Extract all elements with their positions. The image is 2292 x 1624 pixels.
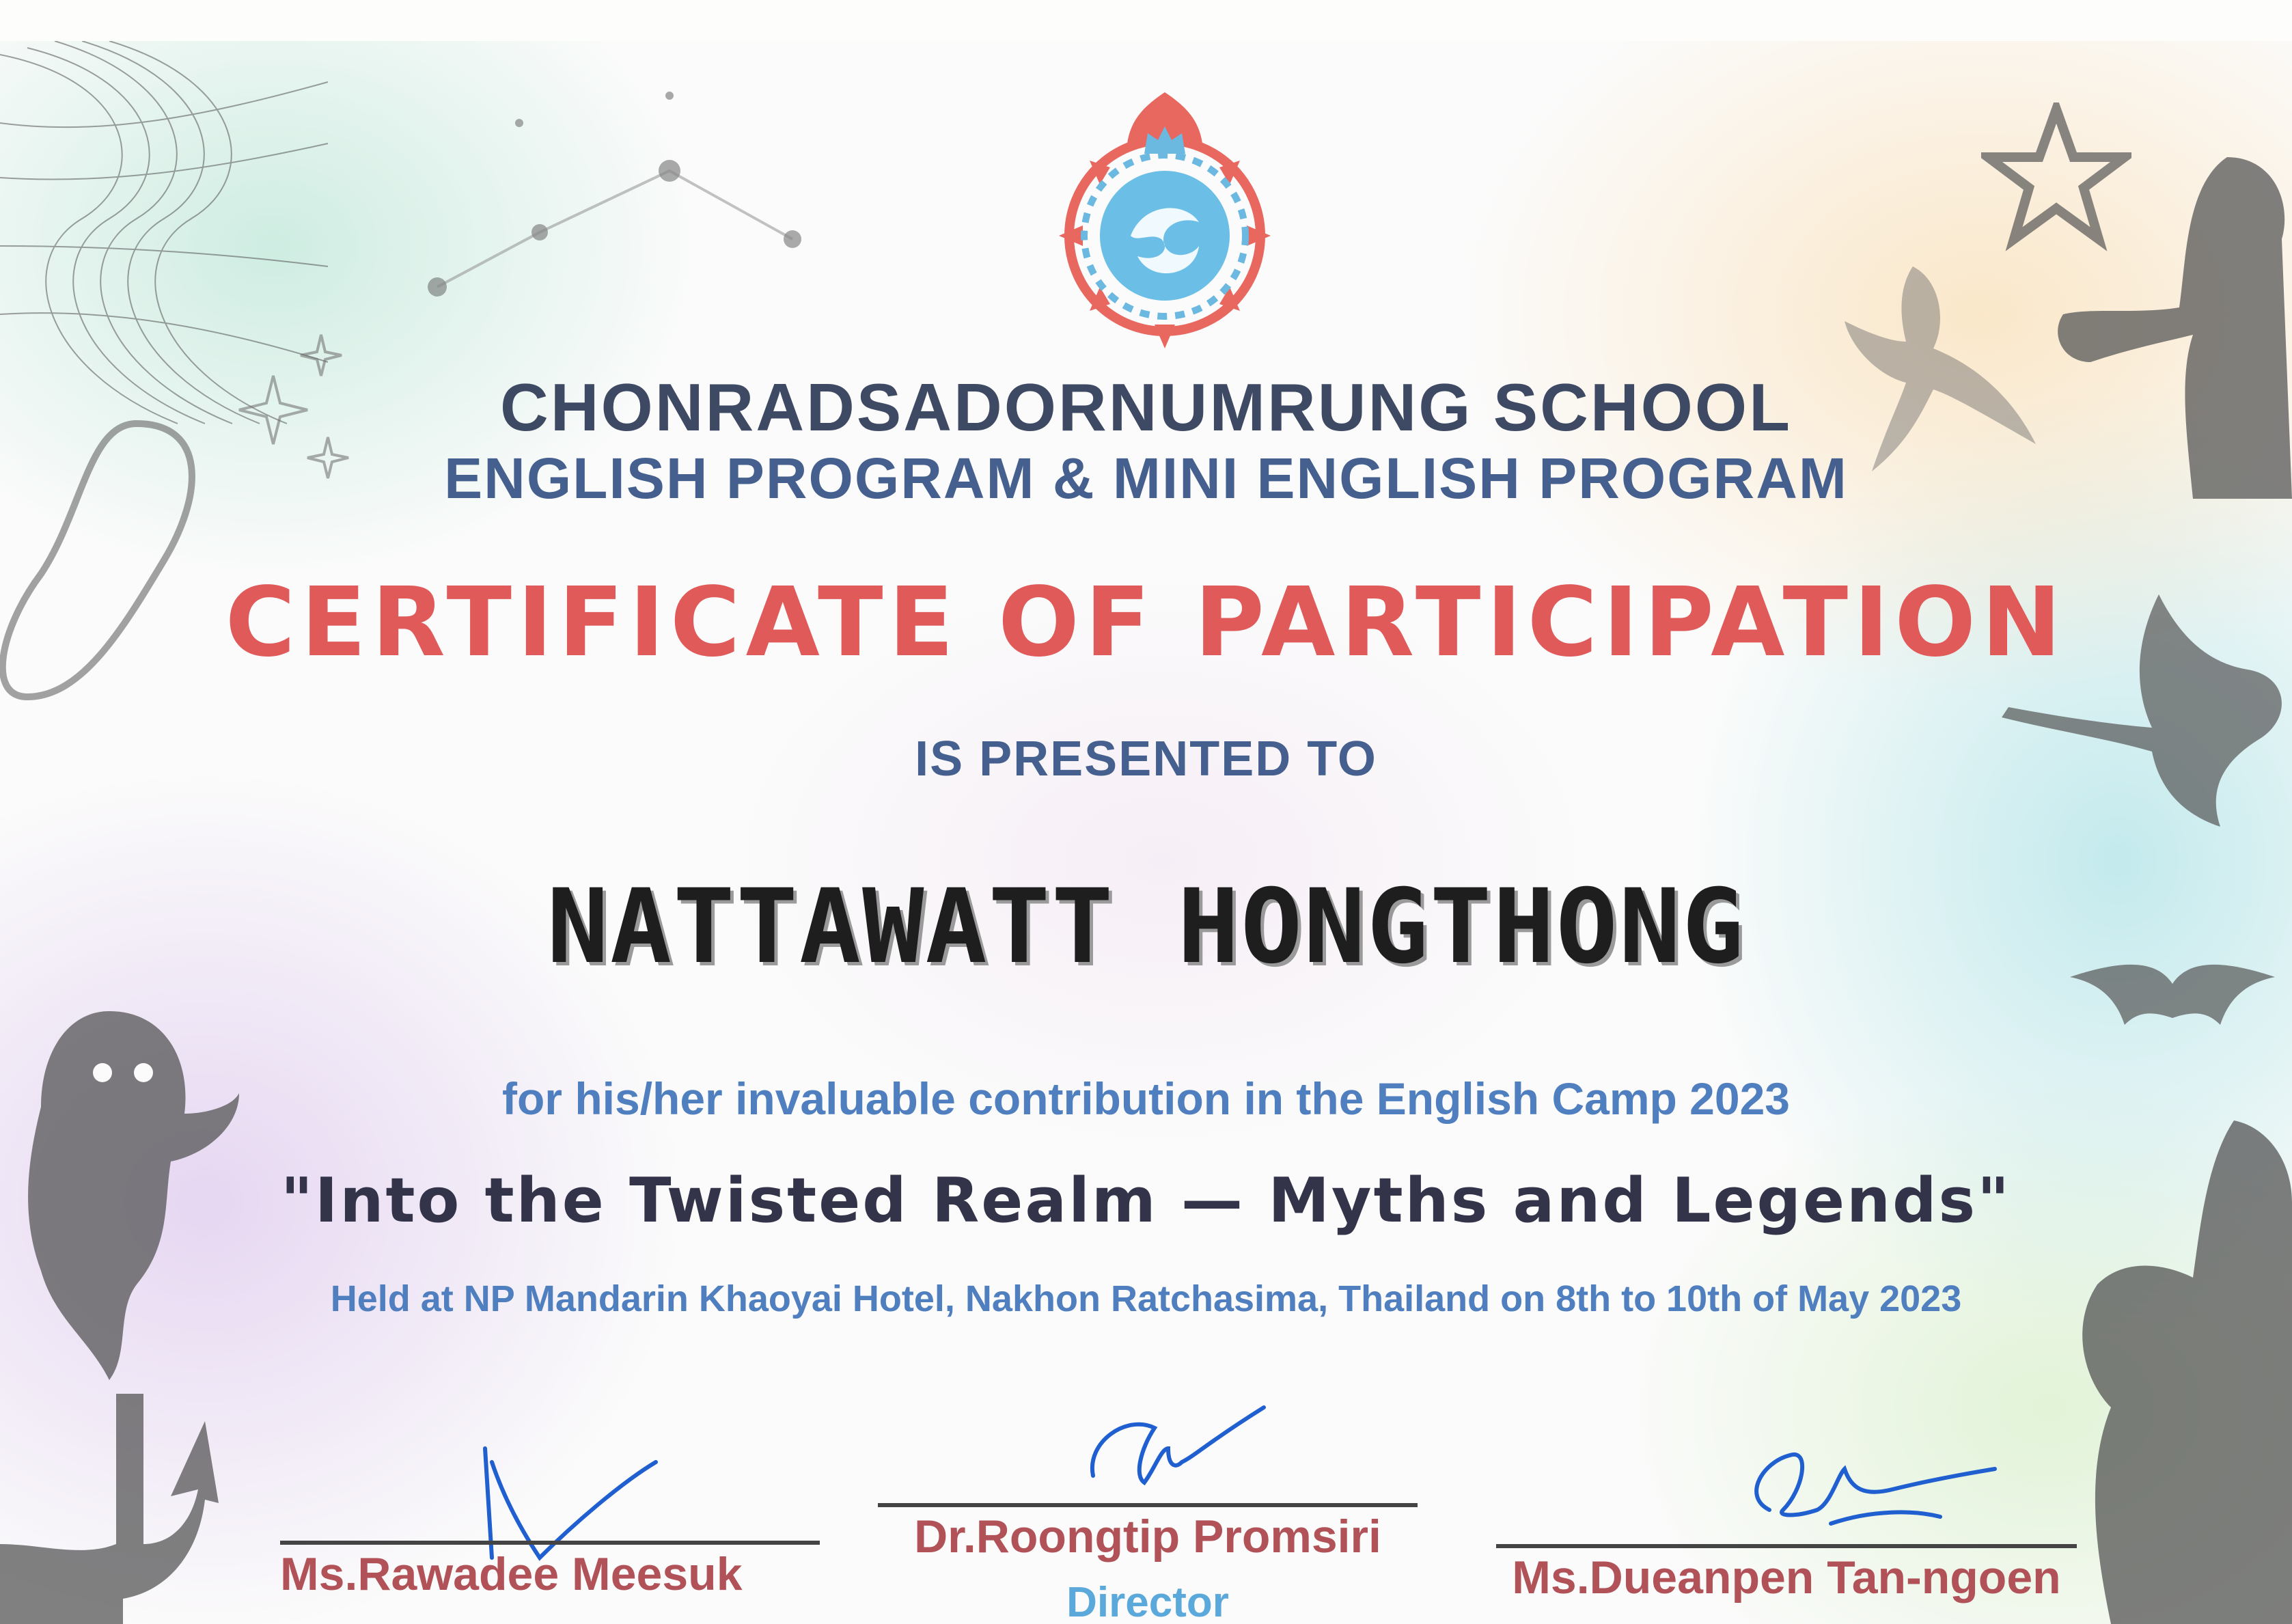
constellation-decoration [383,68,861,342]
event-venue-date: Held at NP Mandarin Khaoyai Hotel, Nakhon Ratchasima, Thailand on 8th to 10th of May 2023 [330,1278,1962,1319]
school-name: CHONRADSADORNUMRUNG SCHOOL [500,370,1792,445]
signatory-role-center: Director [1066,1579,1229,1624]
contribution-statement: for his/her invaluable contribution in the English Camp 2023 [502,1073,1790,1124]
recipient-name: NATTAWATT HONGTHONG [547,868,1745,987]
program-name: ENGLISH PROGRAM & MINI ENGLISH PROGRAM [444,446,1848,510]
signature-line-right [1496,1544,2077,1548]
signatory-name-left: Ms.Rawadee Meesuk [280,1548,743,1600]
certificate-title: CERTIFICATE OF PARTICIPATION [225,567,2067,678]
school-emblem-logo [1042,79,1288,352]
certificate-paper [0,41,2292,1624]
signature-center [1079,1401,1271,1496]
signature-right [1735,1435,2008,1537]
signatory-name-right: Ms.Dueanpen Tan-ngoen [1512,1552,2061,1604]
signatory-name-center: Dr.Roongtip Promsiri [914,1511,1381,1563]
presented-to-label: IS PRESENTED TO [915,732,1377,786]
anchor-silhouette-decoration [0,1366,225,1624]
signature-line-center [878,1503,1418,1507]
signature-line-left [280,1541,820,1545]
camp-theme-title: "Into the Twisted Realm — Myths and Legends" [281,1165,2011,1237]
